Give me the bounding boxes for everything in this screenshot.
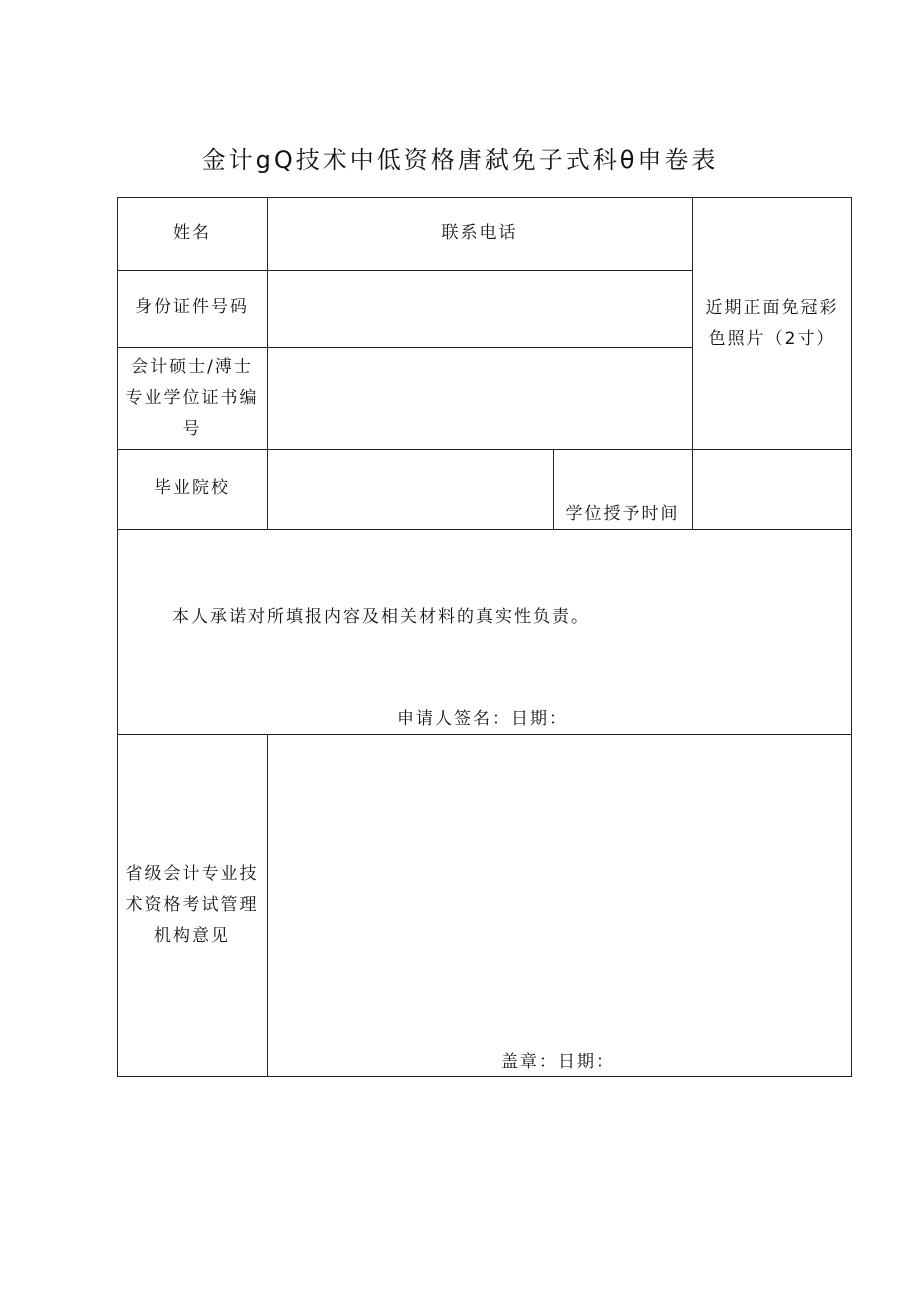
- row-divider: [117, 347, 692, 348]
- page-title: 金计gQ技术中低资格唐弑免子式科θ申卷表: [201, 146, 719, 174]
- row-divider: [267, 270, 692, 271]
- row-divider: [117, 270, 267, 271]
- signature-line: 申请人签名：日期：: [397, 709, 568, 729]
- degree-date-label: 学位授予时间: [565, 504, 680, 524]
- application-form-table: [117, 197, 852, 1077]
- row-divider: [117, 529, 852, 530]
- stamp-line: 盖章：日期：: [501, 1052, 615, 1072]
- degree-certificate-label: 会计硕士/溥士专业学位证书编号: [125, 357, 259, 439]
- row-divider: [117, 449, 852, 450]
- col-divider: [692, 197, 693, 529]
- review-authority-label: 省级会计专业技术资格考试管理机构意见: [125, 864, 259, 946]
- school-label: 毕业院校: [154, 478, 230, 498]
- declaration-statement: 本人承诺对所填报内容及相关材料的真实性负责。: [172, 607, 590, 627]
- table-border-right: [851, 197, 852, 1077]
- phone-label: 联系电话: [441, 223, 518, 243]
- col-divider: [267, 734, 268, 1077]
- id-number-label: 身份证件号码: [135, 297, 249, 317]
- table-border-top: [117, 197, 852, 198]
- photo-label: 近期正面免冠彩色照片（2寸）: [705, 298, 839, 349]
- name-label: 姓名: [173, 223, 211, 243]
- table-border-left: [117, 197, 118, 1077]
- table-border-bottom: [117, 1076, 852, 1077]
